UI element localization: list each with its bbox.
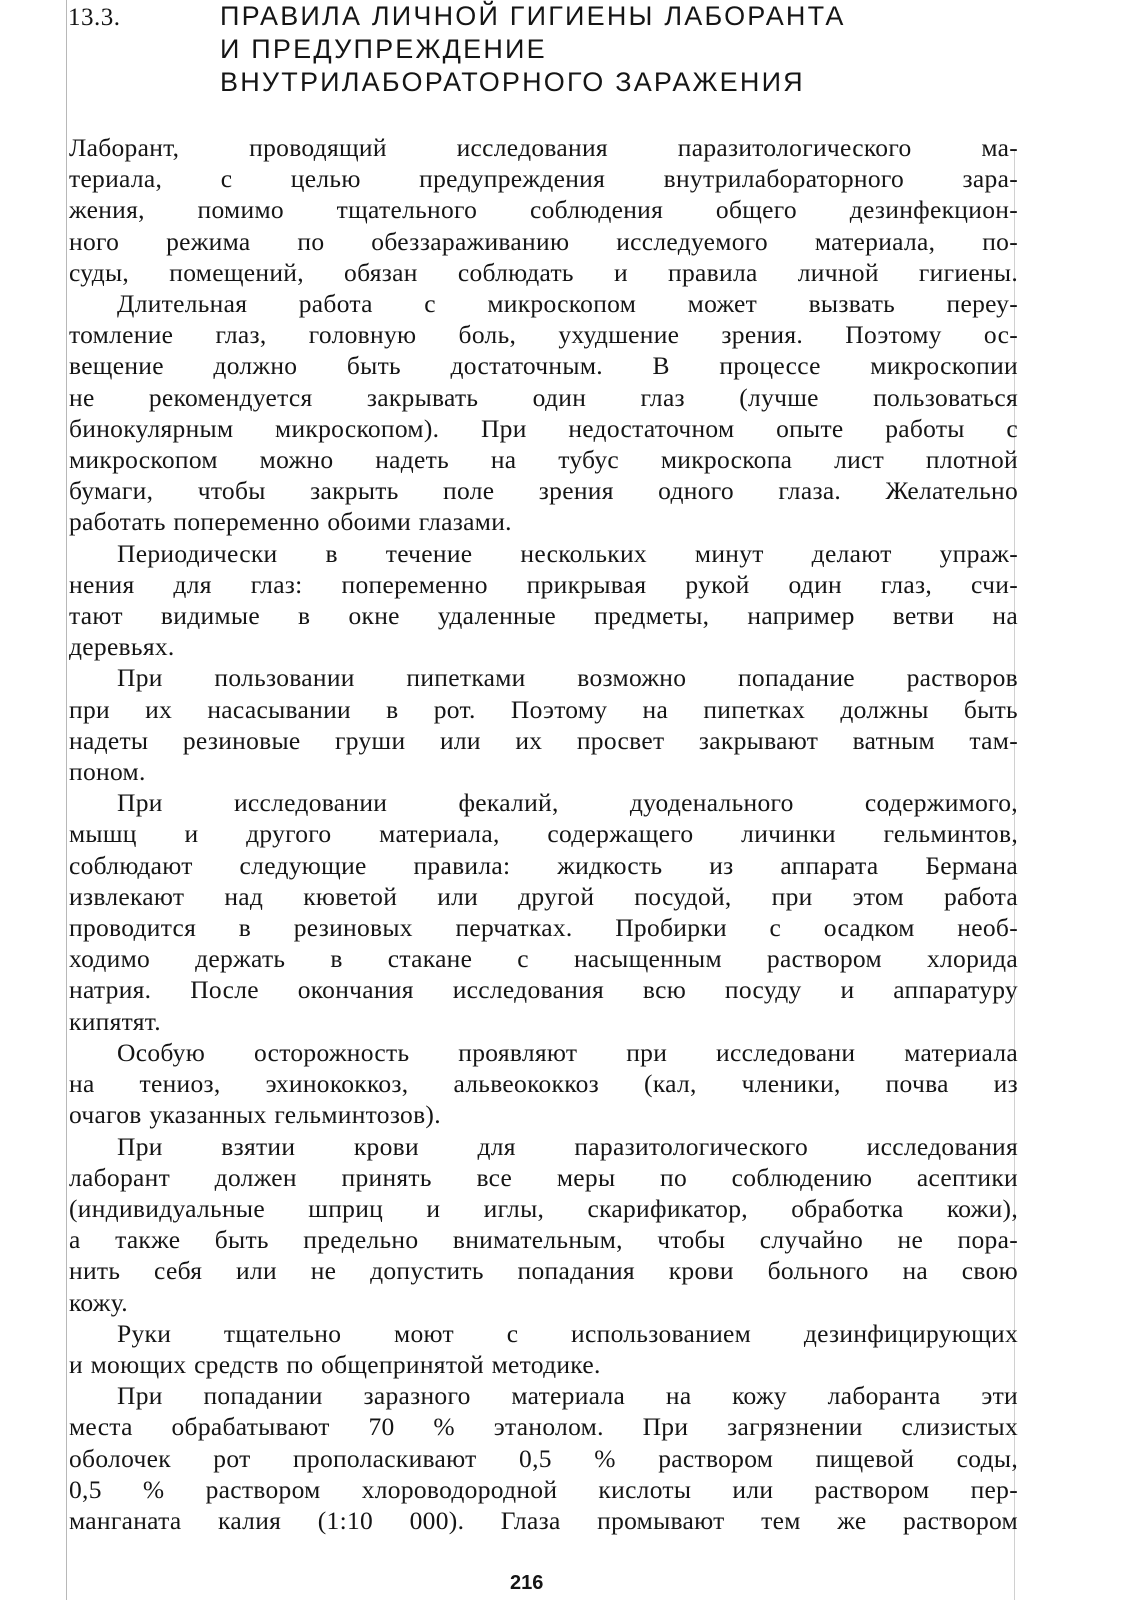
body-text: [69, 132, 1018, 1536]
text-line: При пользовании пипетками возможно попадание растворов: [117, 663, 1018, 693]
left-margin-rule: [66, 0, 67, 1600]
text-line: тают видимые в окне удаленные предметы, например ветви на: [69, 601, 1018, 631]
text-line: Периодически в течение нескольких минут делают упраж-: [117, 538, 1018, 568]
text-line: надеты резиновые груши или их просвет закрывают ватным там-: [69, 725, 1018, 755]
text-line: очагов указанных гельминтозов).: [69, 1100, 441, 1130]
text-line: лаборант должен принять все меры по соблюдению асептики: [69, 1162, 1018, 1192]
text-line: (индивидуальные шприц и иглы, скарификатор, обработка кожи),: [69, 1193, 1018, 1223]
text-line: жения, помимо тщательного соблюдения общего дезинфекцион-: [69, 195, 1018, 225]
text-line: натрия. После окончания исследования всю посуду и аппаратуру: [69, 975, 1018, 1005]
text-line: места обрабатывают 70 % этанолом. При загрязнении слизистых: [69, 1412, 1018, 1442]
page-number: 216: [510, 1572, 544, 1594]
text-line: нения для глаз: попеременно прикрывая рукой один глаз, счи-: [69, 569, 1018, 599]
section-title-line: И ПРЕДУПРЕЖДЕНИЕ: [220, 34, 547, 64]
text-line: и моющих средств по общепринятой методике.: [69, 1349, 601, 1379]
text-line: на тениоз, эхинококкоз, альвеококкоз (кал, членики, почва из: [69, 1069, 1018, 1099]
text-line: териала, с целью предупреждения внутрилабораторного зара-: [69, 164, 1018, 194]
text-line: оболочек рот прополаскивают 0,5 % раствором пищевой соды,: [69, 1443, 1018, 1473]
text-line: нить себя или не допустить попадания крови больного на свою: [69, 1256, 1018, 1286]
text-line: при их насасывании в рот. Поэтому на пипетках должны быть: [69, 694, 1018, 724]
text-line: При попадании заразного материала на кожу лаборанта эти: [117, 1381, 1018, 1411]
text-line: микроскопом можно надеть на тубус микроскопа лист плотной: [69, 445, 1018, 475]
text-line: работать попеременно обоими глазами.: [69, 507, 512, 537]
text-line: кипятят.: [69, 1006, 161, 1036]
text-line: бинокулярным микроскопом). При недостаточном опыте работы с: [69, 413, 1018, 443]
text-line: Длительная работа с микроскопом может вызвать переу-: [117, 289, 1018, 319]
text-line: а также быть предельно внимательным, чтобы случайно не пора-: [69, 1225, 1018, 1255]
text-line: мышц и другого материала, содержащего личинки гельминтов,: [69, 819, 1018, 849]
text-line: Особую осторожность проявляют при исследовани материала: [117, 1037, 1018, 1067]
text-line: При взятии крови для паразитологического исследования: [117, 1131, 1018, 1161]
section-number: 13.3.: [68, 4, 121, 31]
text-line: Руки тщательно моют с использованием дезинфицирующих: [117, 1318, 1018, 1348]
text-line: томление глаз, головную боль, ухудшение зрения. Поэтому ос-: [69, 320, 1018, 350]
text-line: ходимо держать в стакане с насыщенным раствором хлорида: [69, 944, 1018, 974]
text-line: вещение должно быть достаточным. В процессе микроскопии: [69, 351, 1018, 381]
text-line: кожу.: [69, 1287, 128, 1317]
section-title-line: ПРАВИЛА ЛИЧНОЙ ГИГИЕНЫ ЛАБОРАНТА: [220, 1, 846, 31]
text-line: извлекают над кюветой или другой посудой, при этом работа: [69, 881, 1018, 911]
text-line: проводится в резиновых перчатках. Пробирки с осадком необ-: [69, 913, 1018, 943]
text-line: деревьях.: [69, 632, 175, 662]
text-line: манганата калия (1:10 000). Глаза промывают тем же раствором: [69, 1505, 1018, 1535]
text-line: бумаги, чтобы закрыть поле зрения одного глаза. Желательно: [69, 476, 1018, 506]
section-title-line: ВНУТРИЛАБОРАТОРНОГО ЗАРАЖЕНИЯ: [220, 67, 805, 97]
text-line: При исследовании фекалий, дуоденального содержимого,: [117, 788, 1018, 818]
text-line: поном.: [69, 757, 146, 787]
text-line: соблюдают следующие правила: жидкость из аппарата Бермана: [69, 850, 1018, 880]
text-line: Лаборант, проводящий исследования паразитологического ма-: [69, 133, 1018, 162]
text-line: не рекомендуется закрывать один глаз (лучше пользоваться: [69, 382, 1018, 412]
text-line: 0,5 % раствором хлороводородной кислоты или раствором пер-: [69, 1474, 1018, 1504]
section-heading: [68, 0, 1008, 110]
text-line: ного режима по обеззараживанию исследуемого материала, по-: [69, 226, 1018, 256]
section-title: [220, 0, 1000, 99]
text-line: суды, помещений, обязан соблюдать и правила личной гигиены.: [69, 257, 1018, 287]
